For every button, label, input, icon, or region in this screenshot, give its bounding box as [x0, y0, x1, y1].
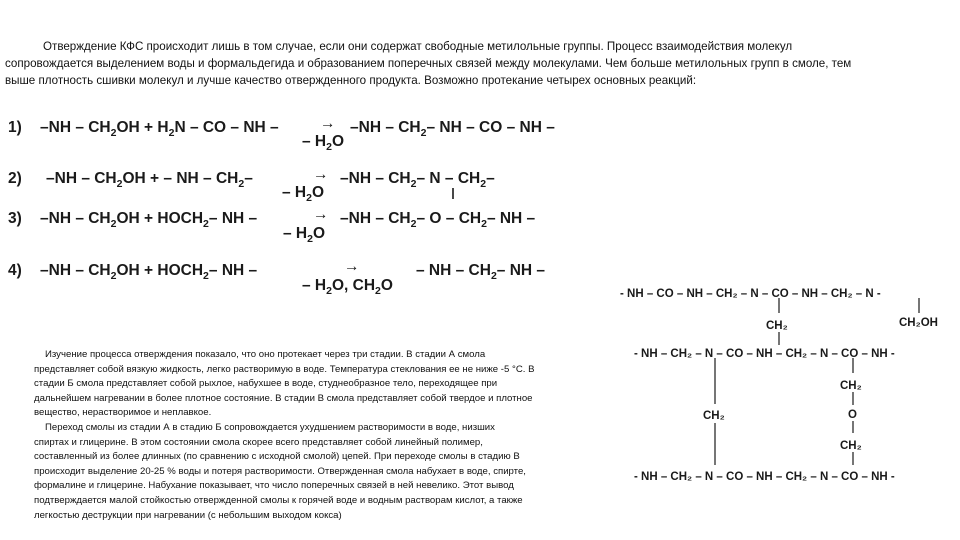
reaction-right: – NH – $CH_2-$ NH –: [416, 262, 546, 282]
reaction-byproduct: – $H_2O$: [283, 225, 326, 245]
structure-oxygen: O: [848, 409, 857, 421]
structure-bonds: [715, 298, 919, 465]
body-line: составленный из более длинных (по сравнению с исходной смолой) цепей. При переходе смолы в стадию В: [34, 451, 520, 463]
structure-ch2-left: CH₂: [703, 410, 725, 422]
reaction-number: 3): [8, 210, 22, 227]
body-line: подтверждается малой стойкостью отвержденной смолы к горячей воде и водным растворам кислот, а также: [34, 494, 523, 506]
reaction-left: $-NH - CH_2OH + H_2N$ – CO – NH –: [40, 119, 279, 139]
body-line: Изучение процесса отверждения показало, что оно протекает через три стадии. В стадии А смола: [45, 349, 486, 360]
intro-line-3: выше плотность сшивки молекул и лучше качество отвержденного продукта. Возможно протекание четырех основных реакций:: [5, 74, 697, 87]
intro-line-2: сопровождается выделением воды и формальдегида и образованием поперечных связей между молекулами. Чем больше метилольных групп в смоле, тем: [5, 57, 852, 70]
body-line: представляет собой вязкую жидкость, легко растворимую в воде. Температура стеклования ее не ниже -5 °С. В: [34, 363, 535, 375]
reaction-number: 1): [8, 119, 22, 136]
reaction-byproduct: – $H_2O$, $CH_2O$: [302, 277, 393, 297]
body-line: вещество, нерастворимое и неплавкое.: [34, 407, 212, 419]
structure-ch2-lower: CH₂: [840, 440, 862, 452]
reaction-byproduct: – $H_2O$: [302, 133, 345, 153]
body-line: Переход смолы из стадии А в стадию Б сопровождается ухудшением растворимости в воде, низших: [45, 421, 495, 433]
structure-row-2: - NH – CH₂ – N – CO – NH – CH₂ – N – CO – NH -: [634, 348, 895, 360]
structure-row-1: - NH – CO – NH – CH₂ – N – CO – NH – CH₂ – N -: [620, 288, 881, 300]
reaction-number: 2): [8, 170, 22, 187]
reaction-left: $-NH - CH_2OH$ + $HOCH_2-$ NH –: [40, 210, 258, 230]
body-line: дальнейшем нагревании в более плотное состояние. В стадии В смола представляет собой твердое и плотное: [34, 392, 533, 404]
body-line: формалине и глицерине. Набухание показывает, что число поперечных связей в ней невелико. Этот вывод: [34, 480, 514, 492]
body-line: легкостью деструкции при нагревании (с небольшим выходом кокса): [34, 509, 342, 521]
curing-stages-text: [34, 348, 592, 523]
reaction-left: $-NH - CH_2OH$ + – NH – $CH_2-$: [46, 170, 253, 190]
body-line: происходит выделение 20-25 % воды и потеря растворимости. Отвержденная смола набухает в воде, спирте,: [34, 465, 526, 477]
structure-ch2-branch-1: CH₂: [766, 320, 788, 332]
intro-line-1: Отверждение КФС происходит лишь в том случае, если они содержат свободные метилольные группы. Процесс взаимодействия молекул: [43, 40, 793, 53]
structure-ch2oh: CH₂OH: [899, 317, 938, 329]
structure-ch2-upper: CH₂: [840, 380, 862, 392]
reaction-right: $-NH - CH_2-$ O – $CH_2-$ NH –: [340, 210, 536, 230]
reaction-arrow: →: [344, 258, 360, 275]
body-line: стадии Б смола представляет собой рыхлое, набухшее в воде, студнеобразное тело, переходящее при: [34, 378, 498, 390]
body-line: спиртах и глицерине. В этом состоянии смола скорее всего представляет собой линейный полимер,: [34, 436, 483, 448]
reaction-byproduct: – $H_2O$: [282, 184, 325, 204]
reaction-arrow: →: [313, 206, 329, 223]
reaction-right: $-NH - CH_2-$ NH – CO – NH –: [350, 119, 555, 139]
structure-row-3: - NH – CH₂ – N – CO – NH – CH₂ – N – CO – NH -: [634, 471, 895, 483]
reaction-number: 4): [8, 262, 22, 279]
reaction-right: $-NH - CH_2-$ N – $CH_2-$: [340, 170, 495, 190]
reaction-arrow: →: [313, 166, 329, 183]
reaction-left: $-NH - CH_2OH$ + $HOCH_2-$ NH –: [40, 262, 258, 282]
reaction-arrow: →: [320, 115, 336, 132]
